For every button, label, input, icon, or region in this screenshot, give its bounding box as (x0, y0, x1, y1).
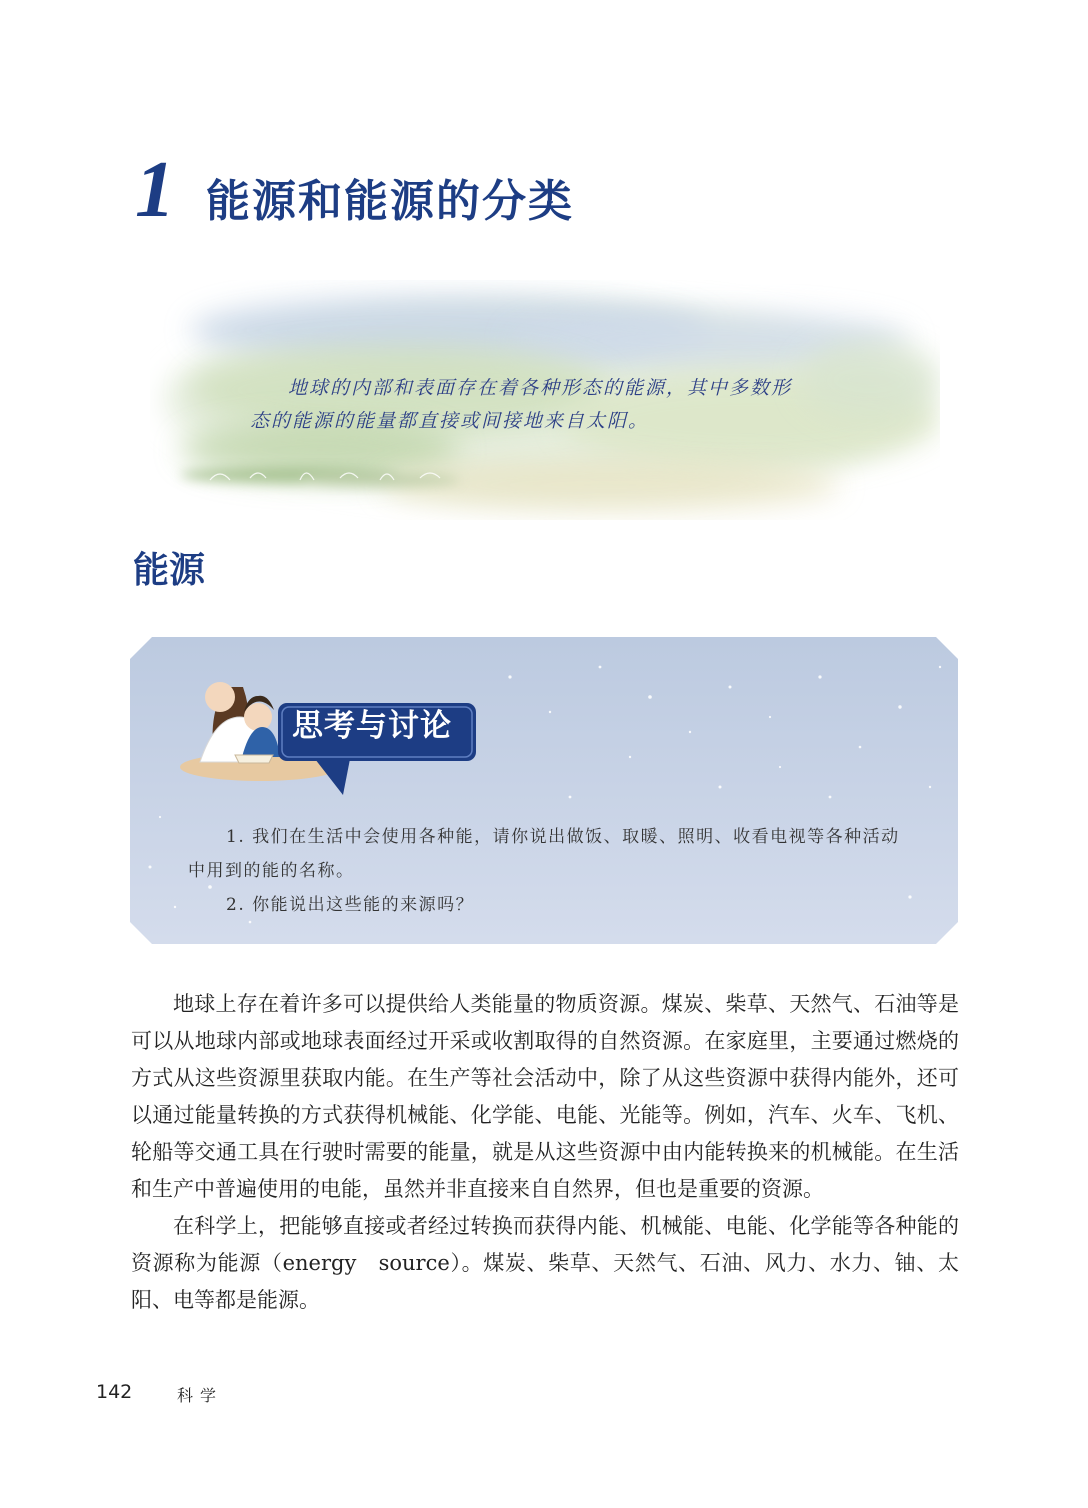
chapter-number: 1 (135, 146, 175, 234)
discussion-question-1: 1. 我们在生活中会使用各种能，请你说出做饭、取暖、照明、收看电视等各种活动中用到的能的名称。 (188, 827, 900, 881)
section-heading: 能源 (133, 550, 206, 591)
body-text (131, 986, 959, 1319)
body-paragraph-1: 地球上存在着许多可以提供给人类能量的物质资源。煤炭、柴草、天然气、石油等是可以从地球内部或地球表面经过开采或收割取得的自然资源。在家庭里，主要通过燃烧的方式从这些资源里获取内能。在生产等社会活动中，除了从这些资源中获得内能外，还可以通过能量转换的方式获得机械能、化学能、电能、光能等。例如，汽车、火车、飞机、轮船等交通工具在行驶时需要的能量，就是从这些资源中由内能转换来的机械能。在生活和生产中普遍使用的电能，虽然并非直接来自自然界，但也是重要的资源。 (131, 992, 959, 1201)
intro-line-2: 态的能源的能量都直接或间接地来自太阳。 (250, 410, 650, 432)
discussion-question-2: 2. 你能说出这些能的来源吗？ (226, 895, 475, 915)
body-paragraph-2: 在科学上，把能够直接或者经过转换而获得内能、机械能、电能、化学能等各种能的资源称为能源（energy source）。煤炭、柴草、天然气、石油、风力、水力、铀、太阳、电等都是能源。 (131, 1214, 959, 1312)
chapter-title: 能源和能源的分类 (206, 176, 574, 227)
page-number: 142 (96, 1381, 133, 1403)
discussion-questions (188, 820, 918, 922)
book-name: 科学 (177, 1386, 224, 1405)
intro-text (250, 372, 850, 438)
discussion-label: 思考与讨论 (292, 708, 452, 744)
intro-line-1: 地球的内部和表面存在着各种形态的能源，其中多数形 (288, 377, 793, 399)
